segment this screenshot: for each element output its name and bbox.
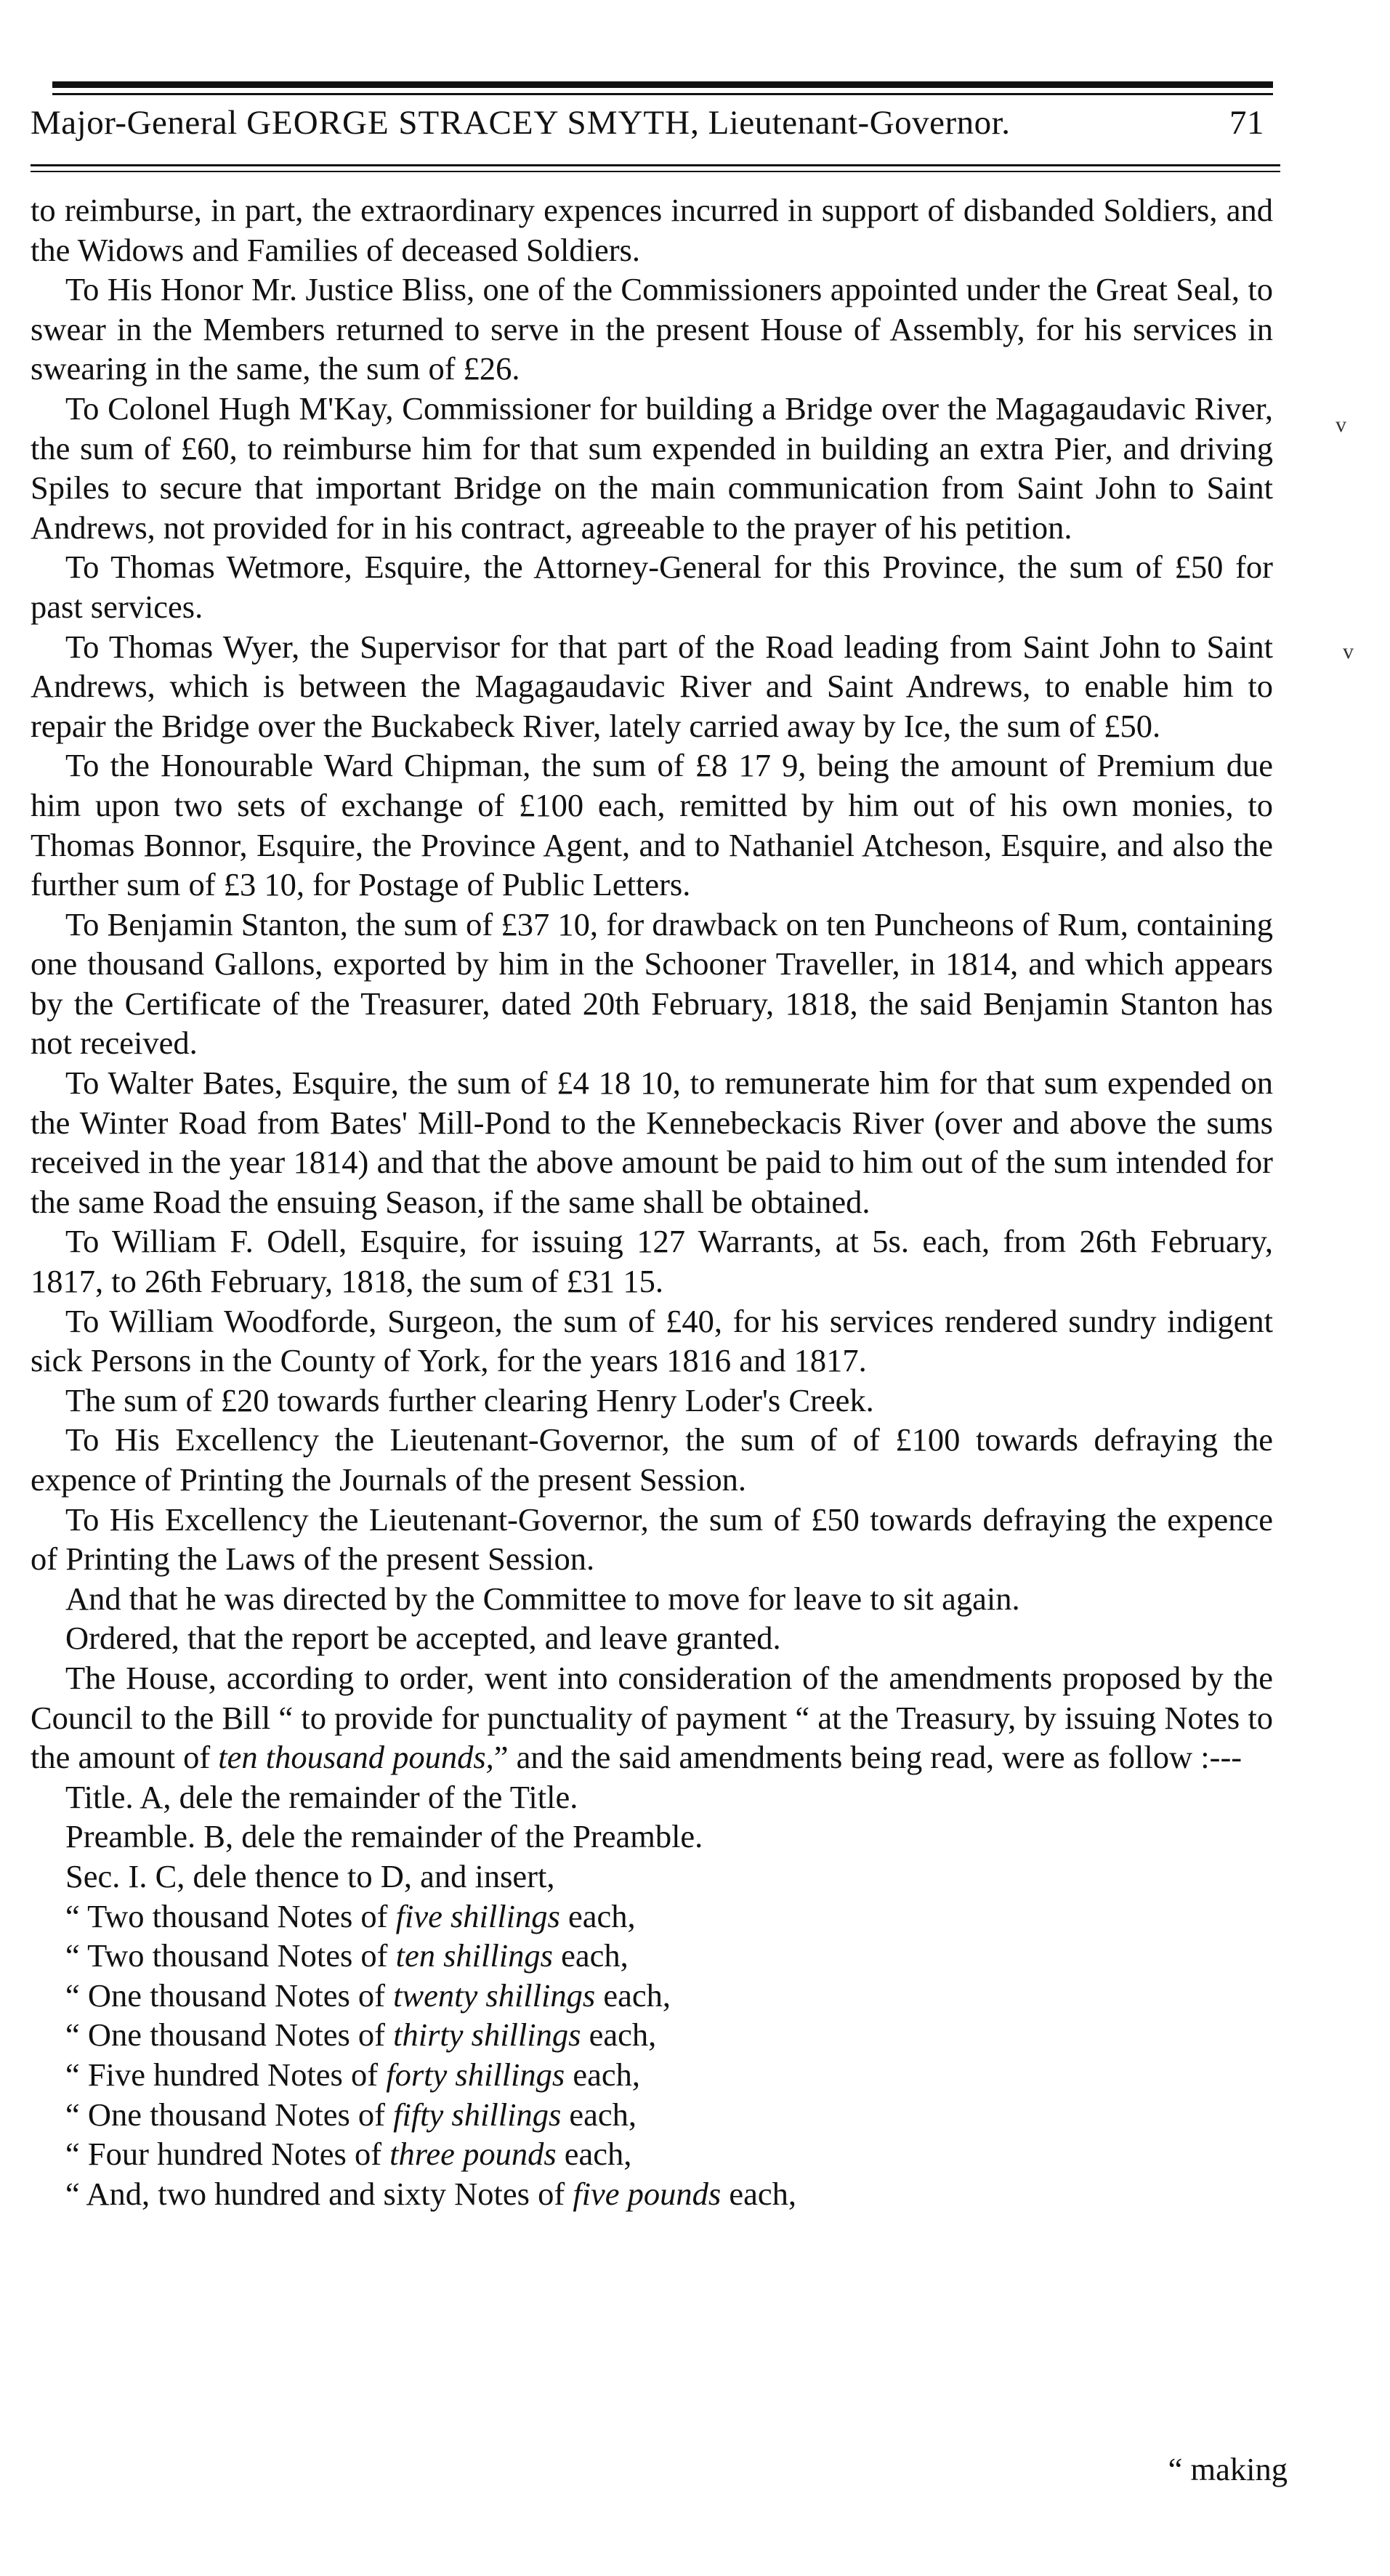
notes-item: “ Four hundred Notes of three pounds each,	[65, 2136, 632, 2173]
amendment-section-1: Sec. I. C, dele thence to D, and insert,	[65, 1857, 555, 1894]
notes-item: “ Five hundred Notes of forty shillings each,	[65, 2056, 640, 2093]
paragraph: To William Woodforde, Surgeon, the sum of £40, for his services rendered sundry indigent sick Persons in the County of York, for the years 1816 and 1817.	[31, 1302, 1273, 1379]
amendments-list	[31, 1777, 1273, 1897]
header-rule	[31, 164, 1280, 166]
top-rule-thin	[52, 93, 1273, 95]
top-rule-thick	[52, 81, 1273, 88]
paragraph-continued: to reimburse, in part, the extraordinary expences incurred in support of disbanded Soldiers, and the Widows and Families of deceased Soldiers.	[31, 192, 1273, 268]
margin-tick-mark: v	[1336, 413, 1346, 437]
paragraph: To His Honor Mr. Justice Bliss, one of the Commissioners appointed under the Great Seal, to swear in the Members returned to serve in the present House of Assembly, for his services in swearing in the same, the sum of £26.	[31, 271, 1273, 387]
paragraph: To Thomas Wetmore, Esquire, the Attorney-General for this Province, the sum of £50 for past services.	[31, 549, 1273, 625]
body-text	[31, 190, 1273, 2213]
margin-tick-mark: v	[1343, 639, 1354, 663]
notes-item: “ Two thousand Notes of ten shillings each,	[65, 1937, 629, 1974]
running-title: Major-General GEORGE STRACEY SMYTH, Lieutenant-Governor.	[31, 104, 1011, 142]
paragraph: And that he was directed by the Committee to move for leave to sit again.	[65, 1580, 1020, 1617]
page-number: 71	[1229, 104, 1264, 142]
paragraph: To William F. Odell, Esquire, for issuing 127 Warrants, at 5s. each, from 26th February, 1817, to 26th February, 1818, the sum of £31 15.	[31, 1223, 1273, 1300]
notes-item: “ One thousand Notes of twenty shillings each,	[65, 1977, 671, 2014]
document-page	[31, 0, 1288, 2576]
catchword: “ making	[1168, 2451, 1288, 2487]
paragraph: To Colonel Hugh M'Kay, Commissioner for building a Bridge over the Magagaudavic River, the sum of £60, to reimburse him for that sum expended in building an extra Pier, and driving Spiles to secure that important Bridge on the main communication from Saint John to Saint Andrews, not provided for in his contract, agreeable to the prayer of his petition.	[31, 389, 1273, 546]
consideration-paragraph: The House, according to order, went into consideration of the amendments proposed by the Council to the Bill “ to provide for punctuality of payment “ at the Treasury, by issuing Notes to the amount of ten thousand pounds,” and the said amendments being read, were as follow :---	[31, 1659, 1273, 1776]
notes-item: “ One thousand Notes of fifty shillings each,	[65, 2096, 637, 2133]
running-header	[31, 103, 1273, 160]
paragraph: Ordered, that the report be accepted, and leave granted.	[65, 1620, 781, 1657]
paragraph: To Thomas Wyer, the Supervisor for that part of the Road leading from Saint John to Saint Andrews, which is between the Magagaudavic River and Saint Andrews, to enable him to repair the Bridge over the Buckabeck River, lately carried away by Ice, the sum of £50.	[31, 628, 1273, 744]
paragraph: To the Honourable Ward Chipman, the sum of £8 17 9, being the amount of Premium due him upon two sets of exchange of £100 each, remitted by him out of his own monies, to Thomas Bonnor, Esquire, the Province Agent, and to Nathaniel Atcheson, Esquire, and also the further sum of £3 10, for Postage of Public Letters.	[31, 747, 1273, 903]
paragraph: To His Excellency the Lieutenant-Governor, the sum of of £100 towards defraying the expence of Printing the Journals of the present Session.	[31, 1421, 1273, 1498]
paragraph: The sum of £20 towards further clearing Henry Loder's Creek.	[65, 1381, 874, 1418]
header-rule-thin	[31, 171, 1280, 172]
paragraph: To Benjamin Stanton, the sum of £37 10, for drawback on ten Puncheons of Rum, containing one thousand Gallons, exported by him in the Schooner Traveller, in 1814, and which appears by the Certificate of the Treasurer, dated 20th February, 1818, the said Benjamin Stanton has not received.	[31, 905, 1273, 1062]
notes-list	[31, 1897, 1273, 2214]
notes-item: “ Two thousand Notes of five shillings each,	[65, 1897, 636, 1934]
amendment-title: Title. A, dele the remainder of the Title.	[65, 1778, 578, 1815]
amendment-preamble: Preamble. B, dele the remainder of the Preamble.	[65, 1818, 703, 1855]
paragraph: To Walter Bates, Esquire, the sum of £4 18 10, to remunerate him for that sum expended on the Winter Road from Bates' Mill-Pond to the Kennebeckacis River (over and above the sums received in the year 1814) and that the above amount be paid to him out of the sum intended for the same Road the ensuing Season, if the same shall be obtained.	[31, 1065, 1273, 1220]
notes-item: “ One thousand Notes of thirty shillings each,	[65, 2016, 657, 2054]
notes-item: “ And, two hundred and sixty Notes of five pounds each,	[65, 2175, 797, 2212]
paragraph: To His Excellency the Lieutenant-Governor, the sum of £50 towards defraying the expence of Printing the Laws of the present Session.	[31, 1501, 1273, 1578]
